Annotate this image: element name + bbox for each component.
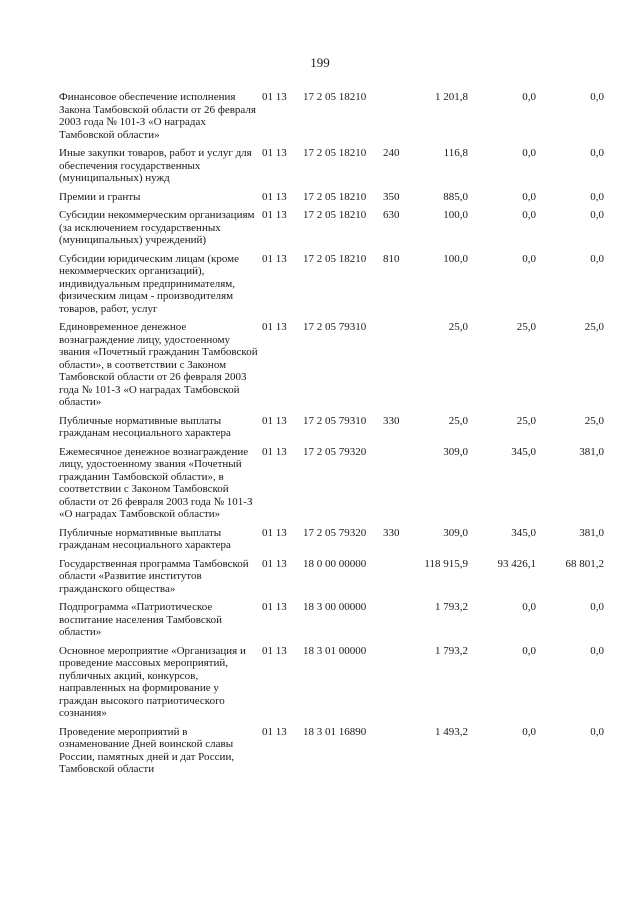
row-value-3: 0,0	[590, 209, 604, 221]
row-target: 18 3 01 16890	[303, 725, 367, 738]
row-section: 01 13	[262, 147, 287, 159]
row-value-2: 93 426,1	[497, 557, 536, 570]
row-value-2: 345,0	[511, 445, 536, 458]
row-target: 18 0 00 00000	[303, 557, 367, 570]
row-target: 17 2 05 79310	[303, 321, 367, 333]
table-row	[0, 209, 640, 247]
table-row	[0, 645, 640, 720]
row-value-1: 100,0	[443, 252, 468, 265]
row-section: 01 13	[262, 725, 287, 738]
row-expense: 330	[383, 414, 400, 427]
row-name: Проведение мероприятий в ознаменование Дней воинской славы России, памятных дней и дат России, Тамбовской области	[59, 725, 235, 775]
row-target: 17 2 05 18210	[303, 252, 367, 265]
row-target: 17 2 05 18210	[303, 91, 367, 103]
row-value-2: 0,0	[522, 601, 536, 613]
row-value-3: 68 801,2	[565, 557, 604, 570]
row-name: Государственная программа Тамбовской области «Развитие институтов гражданского общества»	[59, 557, 249, 595]
row-section: 01 13	[262, 190, 287, 203]
row-target: 17 2 05 79320	[303, 445, 367, 458]
table-row	[0, 527, 640, 552]
row-name: Публичные нормативные выплаты гражданам несоциального характера	[59, 526, 231, 551]
row-value-2: 0,0	[522, 190, 536, 203]
row-value-1: 1 793,2	[435, 644, 468, 657]
row-target: 18 3 00 00000	[303, 601, 367, 613]
row-value-3: 0,0	[590, 644, 604, 657]
table-row	[0, 601, 640, 639]
row-name: Иные закупки товаров, работ и услуг для обеспечения государственных (муниципальных) нужд	[59, 147, 252, 184]
row-section: 01 13	[262, 557, 287, 570]
table-row	[0, 91, 640, 141]
row-value-3: 0,0	[590, 252, 604, 265]
row-section: 01 13	[262, 445, 287, 458]
row-value-3: 25,0	[584, 414, 604, 427]
table-row	[0, 147, 640, 185]
row-expense: 810	[383, 252, 400, 265]
row-value-2: 0,0	[522, 91, 536, 103]
row-expense: 240	[383, 147, 400, 159]
row-value-3: 0,0	[590, 91, 604, 103]
row-target: 17 2 05 18210	[303, 190, 367, 203]
table-row	[0, 253, 640, 316]
row-value-2: 0,0	[522, 209, 536, 221]
row-section: 01 13	[262, 209, 287, 221]
row-target: 17 2 05 18210	[303, 147, 367, 159]
row-value-3: 0,0	[590, 725, 604, 738]
table-row	[0, 191, 640, 204]
row-name: Ежемесячное денежное вознаграждение лицу, удостоенному звания «Почетный гражданин Тамбовской области», в соответствии с Законом Тамбовской области от 26 февраля 2003 года № 101-З «О наградах Тамбовской области»	[59, 445, 253, 520]
row-value-3: 25,0	[584, 321, 604, 333]
table-row	[0, 415, 640, 440]
row-name: Финансовое обеспечение исполнения Закона Тамбовской области от 26 февраля 2003 года № 101-З «О наградах Тамбовской области»	[59, 91, 256, 141]
row-section: 01 13	[262, 321, 287, 333]
table-row	[0, 446, 640, 521]
row-section: 01 13	[262, 601, 287, 613]
row-value-3: 0,0	[590, 601, 604, 613]
row-name: Основное мероприятие «Организация и проведение массовых мероприятий, публичных акций, конкурсов, направленных на формирование у граждан высокого патриотического сознания»	[59, 644, 246, 719]
row-value-2: 0,0	[522, 644, 536, 657]
row-section: 01 13	[262, 91, 287, 103]
row-value-1: 309,0	[443, 526, 468, 539]
row-name: Подпрограмма «Патриотическое воспитание населения Тамбовской области»	[59, 601, 222, 638]
row-name: Единовременное денежное вознаграждение лицу, удостоенному звания «Почетный гражданин Тамбовской области», в соответствии с Законом Тамбовской области от 26 февраля 2003 года № 101-З «О наградах Тамбовской области»	[59, 321, 258, 408]
row-section: 01 13	[262, 644, 287, 657]
row-value-1: 118 915,9	[424, 557, 468, 570]
row-value-2: 0,0	[522, 252, 536, 265]
row-value-2: 25,0	[516, 321, 536, 333]
row-target: 18 3 01 00000	[303, 644, 367, 657]
row-section: 01 13	[262, 414, 287, 427]
row-section: 01 13	[262, 526, 287, 539]
row-value-1: 1 493,2	[435, 725, 468, 738]
row-expense: 630	[383, 209, 400, 221]
row-value-1: 1 793,2	[435, 601, 468, 613]
row-section: 01 13	[262, 252, 287, 265]
row-value-1: 1 201,8	[435, 91, 468, 103]
row-expense: 350	[383, 190, 400, 203]
row-value-2: 25,0	[516, 414, 536, 427]
row-value-1: 309,0	[443, 445, 468, 458]
row-value-3: 381,0	[579, 526, 604, 539]
row-value-1: 100,0	[443, 209, 468, 221]
row-value-1: 25,0	[448, 321, 468, 333]
table-row	[0, 558, 640, 596]
row-name: Публичные нормативные выплаты гражданам несоциального характера	[59, 414, 231, 439]
row-target: 17 2 05 79310	[303, 414, 367, 427]
row-name: Субсидии юридическим лицам (кроме некоммерческих организаций), индивидуальным предпринимателям, физическим лицам - производителям товаров, работ, услуг	[59, 252, 240, 315]
row-value-2: 345,0	[511, 526, 536, 539]
row-value-2: 0,0	[522, 147, 536, 159]
row-name: Премии и гранты	[59, 190, 141, 203]
row-name: Субсидии некоммерческим организациям (за исключением государственных (муниципальных) учреждений)	[59, 209, 255, 246]
row-value-2: 0,0	[522, 725, 536, 738]
row-expense: 330	[383, 526, 400, 539]
page-number: 199	[310, 55, 330, 70]
budget-table	[0, 91, 640, 776]
row-value-1: 25,0	[448, 414, 468, 427]
row-value-3: 0,0	[590, 147, 604, 159]
row-target: 17 2 05 18210	[303, 209, 367, 221]
table-row	[0, 726, 640, 776]
row-value-3: 381,0	[579, 445, 604, 458]
row-value-1: 116,8	[443, 147, 468, 159]
table-row	[0, 321, 640, 409]
row-value-1: 885,0	[443, 190, 468, 203]
row-value-3: 0,0	[590, 190, 604, 203]
row-target: 17 2 05 79320	[303, 526, 367, 539]
